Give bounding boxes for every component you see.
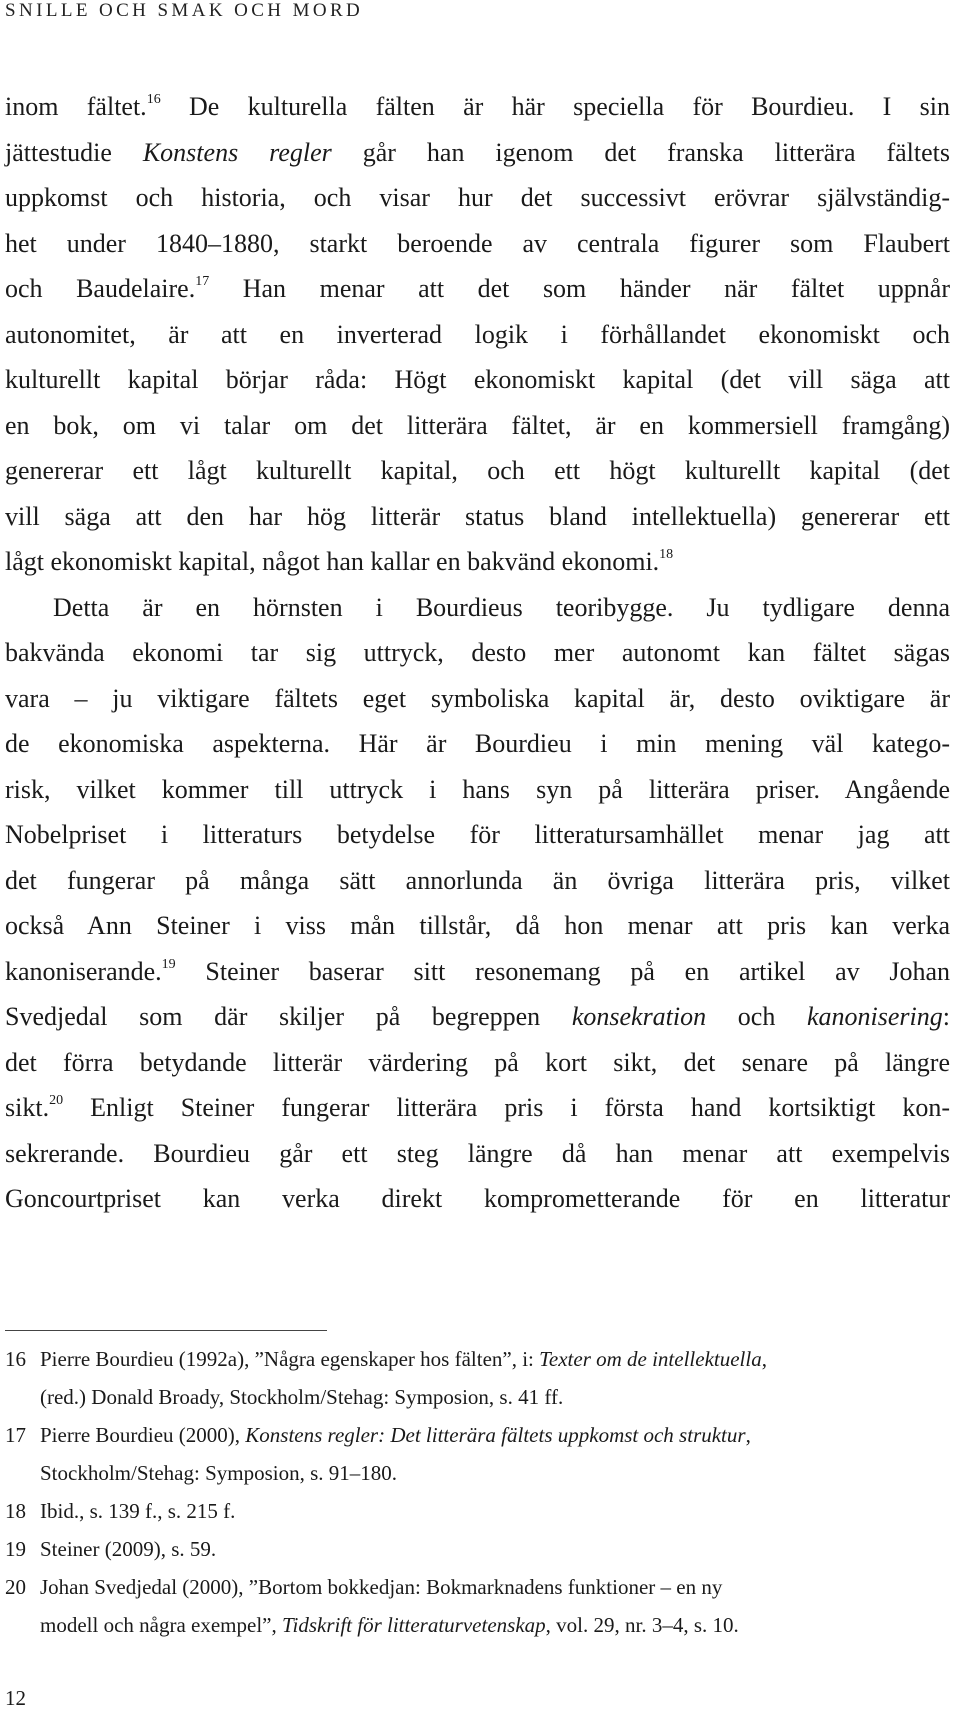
running-head: SNILLE OCH SMAK OCH MORD	[5, 0, 364, 21]
text-line	[5, 130, 950, 176]
text-run: Ibid., s. 139 f., s. 215 f.	[40, 1499, 236, 1523]
text-line	[5, 403, 950, 449]
footnote-continuation	[5, 1454, 950, 1492]
text-run: (red.) Donald Broady, Stockholm/Stehag: Symposion, s. 41 ff.	[40, 1385, 564, 1409]
text-run: också Ann Steiner i viss mån tillstår, då hon menar att pris kan verka	[5, 911, 950, 940]
footnote	[5, 1492, 950, 1530]
text-run: det fungerar på många sätt annorlunda än övriga litterära pris, vilket	[5, 865, 950, 895]
text-line	[5, 1176, 950, 1222]
footnote	[5, 1416, 950, 1454]
text-line	[5, 266, 950, 312]
text-run: inom fältet.	[5, 92, 147, 121]
page-number: 12	[5, 1686, 26, 1710]
text-line	[5, 721, 950, 767]
italic-text: Konstens regler: Det litterära fältets uppkomst och struktur	[245, 1423, 746, 1447]
italic-text: Texter om de intellektuella	[539, 1347, 762, 1371]
footnote-ref: 16	[146, 92, 161, 108]
footnotes	[5, 1340, 950, 1644]
text-line	[5, 903, 950, 949]
footnote-number: 17	[5, 1423, 26, 1447]
text-line	[5, 994, 950, 1040]
text-run: Pierre Bourdieu (1992a), ”Några egenskaper hos fälten”, i:	[40, 1347, 540, 1371]
text-line	[5, 676, 950, 722]
text-line	[5, 1131, 950, 1177]
footnote	[5, 1530, 950, 1568]
text-run: och	[706, 1002, 807, 1031]
text-run: De kulturella fälten är här speciella för Bourdieu. I sin	[160, 92, 951, 121]
text-run: kanoniserande.	[5, 956, 162, 986]
footnote-text	[40, 1492, 950, 1530]
text-line	[5, 494, 950, 540]
text-line	[5, 221, 950, 267]
text-run: ,	[745, 1423, 751, 1447]
text-run: het under 1840–1880, starkt beroende av centrala figurer som Flaubert	[5, 228, 950, 258]
text-run: genererar ett lågt kulturellt kapital, och ett högt kulturellt kapital (det	[5, 456, 950, 485]
text-run: modell och några exempel”,	[40, 1613, 282, 1637]
text-line	[5, 1085, 950, 1131]
body-text	[5, 84, 950, 1222]
text-run: går han igenom det franska litterära fältets	[331, 137, 950, 167]
text-run: Detta är en hörnsten i Bourdieus teoribygge. Ju tydligare denna	[53, 592, 950, 622]
text-run: ,	[761, 1347, 767, 1371]
italic-text: Konstens regler	[142, 137, 332, 167]
text-line	[5, 312, 950, 358]
text-run: lågt ekonomiskt kapital, något han kallar en bakvänd ekonomi.	[5, 547, 660, 576]
text-run: vara – ju viktigare fältets eget symboliska kapital är, desto oviktigare är	[5, 683, 950, 713]
text-run: kulturellt kapital börjar råda: Högt ekonomiskt kapital (det vill säga att	[5, 365, 950, 394]
text-run: Steiner baserar sitt resonemang på en artikel av Johan	[175, 956, 950, 986]
footnote-ref: 19	[161, 956, 176, 972]
footnote-ref: 17	[195, 274, 210, 290]
footnote-ref: 18	[659, 547, 674, 563]
text-line	[5, 630, 950, 676]
text-line	[5, 539, 950, 585]
text-run: en bok, om vi talar om det litterära fältet, är en kommersiell framgång)	[5, 410, 950, 440]
text-run: , vol. 29, nr. 3–4, s. 10.	[545, 1613, 739, 1637]
footnote-text	[40, 1340, 950, 1378]
text-line	[5, 767, 950, 813]
footnote-rule	[5, 1330, 327, 1331]
text-run: sekrerande. Bourdieu går ett steg längre då han menar att exempelvis	[5, 1138, 950, 1168]
text-run: Enligt Steiner fungerar litterära pris i första hand kortsiktigt kon-	[63, 1093, 950, 1122]
text-run: Stockholm/Stehag: Symposion, s. 91–180.	[40, 1461, 398, 1485]
text-line	[5, 858, 950, 904]
footnote-number: 18	[5, 1499, 26, 1523]
text-run: sikt.	[5, 1093, 50, 1122]
text-line	[5, 448, 950, 494]
italic-text: konsekration	[571, 1002, 707, 1031]
footnote-number: 19	[5, 1537, 26, 1561]
footnote-text	[40, 1416, 950, 1454]
footnote-number: 20	[5, 1575, 26, 1599]
text-line	[5, 175, 950, 221]
text-run: det förra betydande litterär värdering på kort sikt, det senare på längre	[5, 1047, 950, 1077]
text-run: och Baudelaire.	[5, 274, 196, 303]
footnote-text	[40, 1568, 950, 1606]
text-line	[5, 949, 950, 995]
footnote-continuation	[5, 1606, 950, 1644]
text-line	[5, 1040, 950, 1086]
footnote	[5, 1340, 950, 1378]
text-run: Steiner (2009), s. 59.	[40, 1537, 217, 1561]
text-run: risk, vilket kommer till uttryck i hans syn på litterära priser. Angående	[5, 774, 950, 804]
footnote	[5, 1568, 950, 1606]
text-run: Goncourtpriset kan verka direkt komprometterande för en litteratur	[5, 1184, 950, 1213]
italic-text: kanonisering	[807, 1002, 943, 1031]
text-run: Nobelpriset i litteraturs betydelse för litteratursamhället menar jag att	[5, 820, 950, 849]
italic-text: Tidskrift för litteraturvetenskap	[281, 1613, 546, 1637]
text-run: de ekonomiska aspekterna. Här är Bourdieu i min mening väl katego-	[5, 729, 950, 758]
footnote-ref: 20	[49, 1093, 64, 1109]
text-run: vill säga att den har hög litterär status bland intellektuella) genererar ett	[5, 501, 950, 531]
text-run: :	[942, 1002, 950, 1031]
text-run: bakvända ekonomi tar sig uttryck, desto mer autonomt kan fältet sägas	[5, 638, 950, 667]
text-run: Svedjedal som där skiljer på begreppen	[5, 1002, 572, 1031]
text-run: Han menar att det som händer när fältet uppnår	[209, 274, 950, 303]
text-line	[5, 585, 950, 631]
footnote-text	[40, 1530, 950, 1568]
text-run: uppkomst och historia, och visar hur det successivt erövrar självständig-	[5, 183, 950, 212]
text-run: autonomitet, är att en inverterad logik i förhållandet ekonomiskt och	[5, 319, 950, 349]
text-line	[5, 84, 950, 130]
text-line	[5, 357, 950, 403]
footnote-continuation	[5, 1378, 950, 1416]
text-run: Pierre Bourdieu (2000),	[40, 1423, 246, 1447]
text-line	[5, 812, 950, 858]
text-run: Johan Svedjedal (2000), ”Bortom bokkedjan: Bokmarknadens funktioner – en ny	[40, 1575, 723, 1599]
text-run: jättestudie	[5, 137, 143, 167]
footnote-number: 16	[5, 1347, 26, 1371]
